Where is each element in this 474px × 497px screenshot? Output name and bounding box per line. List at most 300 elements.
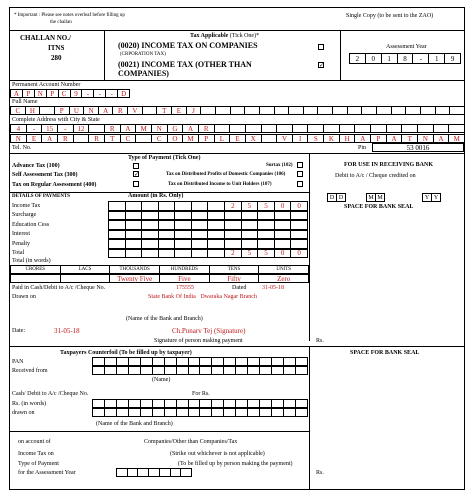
received-char: [165, 366, 177, 375]
address-char: -: [58, 124, 74, 133]
address-char: [324, 124, 340, 133]
rs-label: Rs.: [316, 338, 324, 344]
to-be-filled-note: (To be filled up by person making the payment): [178, 461, 293, 467]
cf-pan-char: [129, 357, 141, 366]
address-char: [308, 124, 324, 133]
address-char: R: [199, 124, 215, 133]
amount-digit: [192, 249, 209, 259]
received-char: [236, 366, 248, 375]
amount-digit: 5: [242, 201, 259, 211]
amount-digit: [291, 220, 308, 230]
amount-digit: [291, 239, 308, 249]
amount-digit: [159, 239, 176, 249]
name-char: [406, 106, 421, 115]
important-note-2: the challan: [50, 20, 72, 25]
address-char: A: [121, 124, 137, 133]
tax-applicable-label: Tax Applicable (Tick One)*: [190, 33, 260, 39]
assessment-year-label: Assessment Year: [386, 44, 427, 50]
cf-pan-char: [200, 357, 212, 366]
cheque-number[interactable]: 175555: [176, 285, 194, 291]
option-0021-checkbox[interactable]: ✓: [319, 62, 325, 69]
amount-digit: [192, 211, 209, 221]
regular-assessment-checkbox[interactable]: [133, 181, 139, 187]
detail-label: Interest: [12, 231, 30, 237]
name-char: V: [128, 106, 143, 115]
rs-in-words-boxes[interactable]: [92, 399, 308, 408]
received-char: [92, 366, 105, 375]
received-char: [129, 366, 141, 375]
bank-name[interactable]: [148, 294, 257, 300]
amount-digit: [225, 230, 242, 240]
drawn-char: [92, 408, 105, 417]
address-char: K: [324, 134, 340, 143]
pin-box[interactable]: [372, 143, 464, 152]
branch-name-text: Dwaraka Nagar Branch: [200, 294, 257, 300]
amount-digit: [142, 211, 159, 221]
distributed-income-label: Tax on Distributed Income to Unit Holders (107): [168, 182, 272, 187]
divider: [309, 346, 310, 490]
address-char: I: [293, 134, 309, 143]
address-char: P: [199, 134, 215, 143]
name-char: [304, 106, 319, 115]
divider: [9, 431, 309, 432]
address-char: T: [402, 134, 418, 143]
amount-digit: 0: [275, 201, 292, 211]
detail-label: Total: [12, 250, 25, 256]
address-char: [215, 124, 231, 133]
date-yy-1[interactable]: Y: [422, 193, 432, 202]
units-value: [61, 274, 111, 283]
important-note-1: * Important : Please see notes overleaf before filling up: [14, 13, 125, 18]
amount-digit: [258, 230, 275, 240]
full-name-boxes[interactable]: [10, 106, 465, 115]
name-char: [421, 106, 436, 115]
rs-char: [189, 399, 201, 408]
bank-branch-note: (Name of the Bank and Branch): [126, 316, 203, 322]
bank-seal-title: SPACE FOR BANK SEAL: [344, 204, 414, 210]
regular-assessment-label: Tax on Regular Assessment (400): [12, 182, 97, 188]
address-char: A: [183, 124, 199, 133]
units-value: Zero: [259, 274, 309, 283]
drawn-char: [105, 408, 117, 417]
signature[interactable]: Ch.Punarv Tej (Signature): [172, 327, 246, 335]
amount-digit: [159, 249, 176, 259]
address-char: [74, 134, 90, 143]
address-char: S: [308, 134, 324, 143]
counterfoil-pan-boxes[interactable]: [92, 357, 308, 366]
rs-char: [141, 399, 153, 408]
received-char: [189, 366, 201, 375]
name-char: [260, 106, 275, 115]
detail-label: Education Cess: [12, 221, 50, 228]
name-char: U: [70, 106, 85, 115]
option-0020-checkbox[interactable]: [318, 44, 324, 50]
received-char: [200, 366, 212, 375]
address-char: [277, 124, 293, 133]
units-header: UNITS: [259, 265, 309, 274]
cf-bank-note: (Name of the Bank and Branch): [96, 421, 173, 427]
name-char: [348, 106, 363, 115]
amount-digit: [175, 239, 192, 249]
divider: [9, 30, 465, 31]
name-char: C: [10, 106, 26, 115]
amount-digit: [175, 230, 192, 240]
name-char: [450, 106, 465, 115]
challan-no-label: CHALLAN NO./: [20, 34, 71, 42]
distributed-profits-label: Tax on Distributed Profits of Domestic Companies (106): [166, 172, 286, 177]
detail-amount-boxes[interactable]: [108, 230, 308, 240]
rs-char: [248, 399, 260, 408]
distributed-income-checkbox[interactable]: [297, 181, 303, 187]
for-assessment-year-label: for the Assessment Year: [18, 470, 76, 476]
received-char: [260, 366, 272, 375]
amount-digit: [192, 239, 209, 249]
address-char: R: [89, 134, 105, 143]
cf-ay-digit: [160, 468, 171, 477]
address-char: [449, 124, 465, 133]
amount-digit: [175, 249, 192, 259]
amount-digit: [142, 201, 159, 211]
pan-char: C: [59, 89, 71, 98]
address-char: T: [105, 134, 121, 143]
cf-pan-char: [141, 357, 153, 366]
pan-char: P: [47, 89, 59, 98]
address-label: Complete Address with City & State: [12, 117, 100, 123]
address-char: [89, 124, 105, 133]
dated-label: Dated: [232, 285, 247, 291]
units-value: Five: [160, 274, 210, 283]
rs-char: [105, 399, 117, 408]
name-char: [275, 106, 290, 115]
amount-digit: [258, 211, 275, 221]
name-char: [201, 106, 216, 115]
name-char: [289, 106, 304, 115]
address-char: [355, 124, 371, 133]
amount-digit: [208, 249, 225, 259]
address-char: E: [27, 134, 43, 143]
ay-digit: 0: [366, 53, 382, 64]
detail-label: Penalty: [12, 240, 30, 247]
amount-digit: [208, 239, 225, 249]
detail-amount-boxes[interactable]: [108, 239, 308, 249]
cash-debit-label: Cash/ Debit to A/c /Cheque No.: [12, 391, 89, 397]
drawn-char: [117, 408, 129, 417]
surtax-checkbox[interactable]: [297, 162, 303, 168]
amount-digit: [108, 230, 126, 240]
type-payment-label: Type of Payment: [18, 461, 59, 467]
rs-char: [260, 399, 272, 408]
address-char: [262, 124, 278, 133]
received-char: [296, 366, 308, 375]
rs-char: [224, 399, 236, 408]
ay-digit: 2: [349, 53, 366, 64]
address-char: M: [449, 134, 465, 143]
amount-digit: [275, 230, 292, 240]
drawn-char: [200, 408, 212, 417]
amount-digit: 2: [225, 201, 242, 211]
name-char: [362, 106, 377, 115]
amount-digit: [275, 239, 292, 249]
address-char: A: [387, 134, 403, 143]
name-char: [245, 106, 260, 115]
address-char: [434, 124, 450, 133]
rs-char: [272, 399, 284, 408]
pan-boxes[interactable]: [10, 89, 130, 98]
cf-ay-digit: [149, 468, 160, 477]
address-char: 15: [42, 124, 58, 133]
divider: [309, 153, 310, 341]
received-char: [153, 366, 165, 375]
units-value: Twenty Five: [110, 274, 160, 283]
amount-digit: [275, 220, 292, 230]
itns-label: ITNS: [48, 44, 65, 52]
address-char: [402, 124, 418, 133]
address-char: G: [168, 124, 184, 133]
address-char: [262, 134, 278, 143]
cf-ay-digit: [181, 468, 192, 477]
address-line-1[interactable]: [10, 124, 465, 133]
address-char: [387, 124, 403, 133]
date-dd-2[interactable]: D: [336, 193, 346, 202]
cf-assessment-year-boxes[interactable]: [116, 468, 192, 477]
amount-digit: [159, 211, 176, 221]
detail-label: Income Tax: [12, 202, 41, 209]
received-char: [105, 366, 117, 375]
drawn-char: [177, 408, 189, 417]
cf-pan-char: [177, 357, 189, 366]
drawn-char: [141, 408, 153, 417]
name-char: [318, 106, 333, 115]
type-of-payment-title: Type of Payment (Tick One): [128, 155, 201, 161]
pin-label: Pin: [358, 145, 367, 151]
surtax-label: Surtax (102): [266, 163, 293, 168]
details-title: DETAILS OF PAYMENTS: [12, 194, 71, 199]
address-char: N: [418, 134, 434, 143]
address-char: [136, 134, 152, 143]
rs-char: [296, 399, 308, 408]
amount-header: Amount (in Rs. Only): [128, 193, 184, 199]
drawn-char: [165, 408, 177, 417]
cf-pan-char: [117, 357, 129, 366]
address-char: O: [168, 134, 184, 143]
address-char: -: [27, 124, 43, 133]
amount-digit: [175, 211, 192, 221]
self-assessment-checkbox[interactable]: ✓: [134, 171, 140, 178]
divider: [104, 30, 105, 80]
amount-digit: [225, 220, 242, 230]
option-0021-label-1: (0021) INCOME TAX (OTHER THAN: [118, 60, 252, 69]
detail-amount-boxes[interactable]: [108, 220, 308, 230]
ay-digit: -: [413, 53, 429, 64]
bank-name-text: State Bank Of India: [148, 294, 196, 300]
address-char: 12: [74, 124, 90, 133]
rs-char: [200, 399, 212, 408]
drawn-char: [189, 408, 201, 417]
name-note: (Name): [152, 377, 171, 383]
cf-ay-digit: [116, 468, 128, 477]
amount-digit: [126, 230, 143, 240]
tel-label: Tel. No.: [12, 145, 32, 151]
units-header: THOUSANDS: [110, 265, 160, 274]
amount-digit: [126, 249, 143, 259]
rs-char: [92, 399, 105, 408]
amount-digit: 2: [225, 249, 242, 259]
drawn-char: [212, 408, 224, 417]
address-char: X: [246, 134, 262, 143]
distributed-profits-checkbox[interactable]: [297, 171, 303, 177]
rs-char: [117, 399, 129, 408]
amount-digit: [192, 230, 209, 240]
received-char: [224, 366, 236, 375]
rs-char: [153, 399, 165, 408]
cheque-date[interactable]: 31-05-18: [262, 285, 284, 291]
pan-char: D: [118, 89, 130, 98]
amount-digit: [208, 211, 225, 221]
cf-ay-digit: [138, 468, 149, 477]
rs-char: [284, 399, 296, 408]
address-char: R: [58, 134, 74, 143]
rs-char: [236, 399, 248, 408]
address-char: C: [152, 134, 168, 143]
name-char: [436, 106, 451, 115]
amount-digit: 0: [291, 249, 308, 259]
amount-digit: [108, 220, 126, 230]
address-char: P: [371, 134, 387, 143]
cf-pan-char: [153, 357, 165, 366]
amount-digit: [208, 230, 225, 240]
detail-amount-boxes[interactable]: [108, 211, 308, 221]
address-char: [246, 124, 262, 133]
received-from-label: Received from: [12, 368, 48, 374]
cf-pan-char: [92, 357, 105, 366]
date-mm-1[interactable]: M: [366, 193, 376, 202]
total-in-words-label: Total (in words): [12, 258, 51, 264]
divider: [9, 80, 465, 81]
option-0020-sub: (CRPORATION TAX): [120, 52, 166, 57]
units-values[interactable]: [10, 274, 309, 283]
amount-digit: [126, 211, 143, 221]
received-char: [212, 366, 224, 375]
receiving-bank-title: FOR USE IN RECEIVING BANK: [344, 162, 434, 168]
amount-digit: [175, 220, 192, 230]
rs-char: [212, 399, 224, 408]
units-header: HUNDREDS: [160, 265, 210, 274]
address-char: C: [121, 134, 137, 143]
amount-digit: [225, 211, 242, 221]
amount-digit: [175, 201, 192, 211]
amount-digit: [291, 211, 308, 221]
address-line-2[interactable]: [10, 134, 465, 143]
pan-char: -: [82, 89, 94, 98]
address-char: [371, 124, 387, 133]
amount-digit: [192, 201, 209, 211]
divider: [340, 30, 341, 80]
pan-label: Permanent Account Number: [12, 82, 81, 88]
amount-digit: [242, 220, 259, 230]
units-header: LACS: [61, 265, 111, 274]
drawn-char: [272, 408, 284, 417]
received-char: [284, 366, 296, 375]
name-char: A: [99, 106, 114, 115]
payment-date[interactable]: 31-05-18: [54, 327, 80, 335]
address-char: [293, 124, 309, 133]
received-char: [141, 366, 153, 375]
full-name-label: Full Name: [12, 99, 38, 105]
date-dd-1[interactable]: D: [327, 193, 337, 202]
amount-digit: 0: [275, 249, 292, 259]
drawn-char: [236, 408, 248, 417]
date-label: Date:: [12, 328, 25, 334]
detail-amount-boxes[interactable]: [108, 201, 308, 211]
income-tax-on-label: Income Tax on: [18, 451, 54, 457]
cf-ay-digit: [171, 468, 182, 477]
pan-char: -: [94, 89, 106, 98]
amount-digit: [126, 220, 143, 230]
ay-digit: 1: [382, 53, 398, 64]
units-value: [10, 274, 61, 283]
received-char: [117, 366, 129, 375]
itns-number: 280: [51, 54, 62, 62]
address-char: M: [136, 124, 152, 133]
amount-digit: 5: [258, 201, 275, 211]
amount-digit: [142, 239, 159, 249]
option-0020-label: (0020) INCOME TAX ON COMPANIES: [118, 41, 258, 50]
cf-drawn-on-label: drawn on: [12, 410, 35, 416]
address-char: A: [355, 134, 371, 143]
assessment-year-boxes[interactable]: [349, 53, 461, 64]
name-char: [377, 106, 392, 115]
drawn-char: [129, 408, 141, 417]
amount-digit: [108, 249, 126, 259]
detail-amount-boxes[interactable]: [108, 249, 308, 259]
date-mm-2[interactable]: M: [375, 193, 385, 202]
date-yy-2[interactable]: Y: [431, 193, 441, 202]
amount-digit: [142, 249, 159, 259]
amount-digit: [208, 220, 225, 230]
name-char: J: [187, 106, 202, 115]
amount-digit: [126, 201, 143, 211]
amount-digit: [192, 220, 209, 230]
debit-credited-label: Debit to A/c / Cheque credited on: [335, 173, 416, 179]
pan-char: 9: [71, 89, 83, 98]
name-char: T: [157, 106, 172, 115]
cf-pan-char: [165, 357, 177, 366]
counterfoil-pan-label: PAN: [12, 359, 24, 365]
amount-digit: 5: [242, 249, 259, 259]
strike-note: (Strike out whichever is not applicable): [170, 451, 265, 457]
address-char: [340, 124, 356, 133]
amount-digit: [242, 239, 259, 249]
cf-pan-char: [248, 357, 260, 366]
address-char: L: [215, 134, 231, 143]
counterfoil-title: Taxpayers Counterfoil (To be filled up by taxpayer): [60, 350, 192, 356]
pan-char: N: [35, 89, 47, 98]
name-char: [40, 106, 55, 115]
rs-char: [177, 399, 189, 408]
amount-digit: [108, 211, 126, 221]
divider: [9, 346, 465, 347]
name-char: E: [172, 106, 187, 115]
received-from-boxes[interactable]: [92, 366, 308, 375]
ay-digit: 9: [445, 53, 461, 64]
address-char: M: [183, 134, 199, 143]
received-char: [177, 366, 189, 375]
advance-tax-checkbox[interactable]: [133, 163, 139, 169]
units-header: TENS: [210, 265, 260, 274]
amount-digit: 0: [291, 201, 308, 211]
advance-tax-label: Advance Tax (100): [12, 163, 60, 169]
cf-drawn-on-boxes[interactable]: [92, 408, 308, 417]
